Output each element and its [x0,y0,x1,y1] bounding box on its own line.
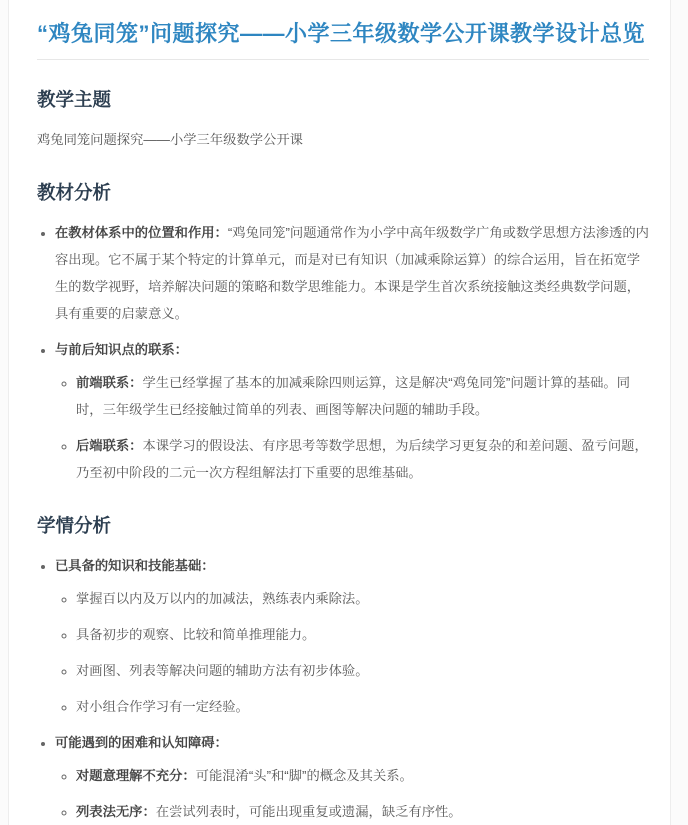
item-text: 可能混淆“头”和“脚”的概念及其关系。 [195,768,413,783]
learner-analysis-list [37,552,649,825]
document-card [8,0,671,825]
list-item-existing-skills [55,552,649,720]
list-item-difficulty-comprehension [76,762,649,789]
existing-skills-sublist [55,585,649,720]
list-item-position-role [55,219,649,327]
item-text: 具备初步的观察、比较和简单推理能力。 [76,627,316,642]
list-item-front-link [76,369,649,423]
item-label: 在教材体系中的位置和作用： [55,225,228,240]
section-learner-analysis [37,513,649,825]
list-item-knowledge-links [55,336,649,486]
list-item-skill-observation [76,621,649,648]
item-label: 对题意理解不充分： [76,768,196,783]
item-label: 已具备的知识和技能基础： [55,558,215,573]
teaching-theme-text: 鸡兔同笼问题探究——小学三年级数学公开课 [37,132,303,147]
material-analysis-list [37,219,649,486]
heading-material-analysis: 教材分析 [37,182,112,203]
item-label: 前端联系： [76,375,143,390]
item-label: 与前后知识点的联系： [55,342,188,357]
item-text: 对小组合作学习有一定经验。 [76,699,249,714]
list-item-skill-drawing-tables [76,657,649,684]
list-item-difficulties [55,729,649,825]
item-text: 对画图、列表等解决问题的辅助方法有初步体验。 [76,663,369,678]
item-label: 列表法无序： [76,804,156,819]
section-material-analysis [37,180,649,486]
item-text: 学生已经掌握了基本的加减乘除四则运算，这是解决“鸡兔同笼”问题计算的基础。同时，三年级学生已经接触过简单的列表、画图等解决问题的辅助手段。 [76,375,631,417]
item-text: 本课学习的假设法、有序思考等数学思想，为后续学习更复杂的和差问题、盈亏问题，乃至初中阶段的二元一次方程组解法打下重要的思维基础。 [76,438,648,480]
item-text: “鸡兔同笼”问题通常作为小学中高年级数学广角或数学思想方法渗透的内容出现。它不属于某个特定的计算单元，而是对已有知识（加减乘除运算）的综合运用，旨在拓宽学生的数学视野，培养解决问题的策略和数学思维能力。本课是学生首次系统接触这类经典数学问题，具有重要的启蒙意义。 [55,225,649,321]
section-teaching-theme [37,87,649,153]
item-label: 后端联系： [76,438,143,453]
heading-teaching-theme: 教学主题 [37,89,112,110]
list-item-difficulty-unordered-list [76,798,649,825]
difficulties-sublist [55,762,649,825]
list-item-skill-arithmetic [76,585,649,612]
item-text: 掌握百以内及万以内的加减法，熟练表内乘除法。 [76,591,369,606]
page-title: “鸡兔同笼”问题探究——小学三年级数学公开课教学设计总览 [37,18,649,60]
item-text: 在尝试列表时，可能出现重复或遗漏，缺乏有序性。 [155,804,462,819]
item-label: 可能遇到的困难和认知障碍： [55,735,228,750]
list-item-skill-groupwork [76,693,649,720]
heading-learner-analysis: 学情分析 [37,515,112,536]
knowledge-links-sublist [55,369,649,486]
list-item-back-link [76,432,649,486]
